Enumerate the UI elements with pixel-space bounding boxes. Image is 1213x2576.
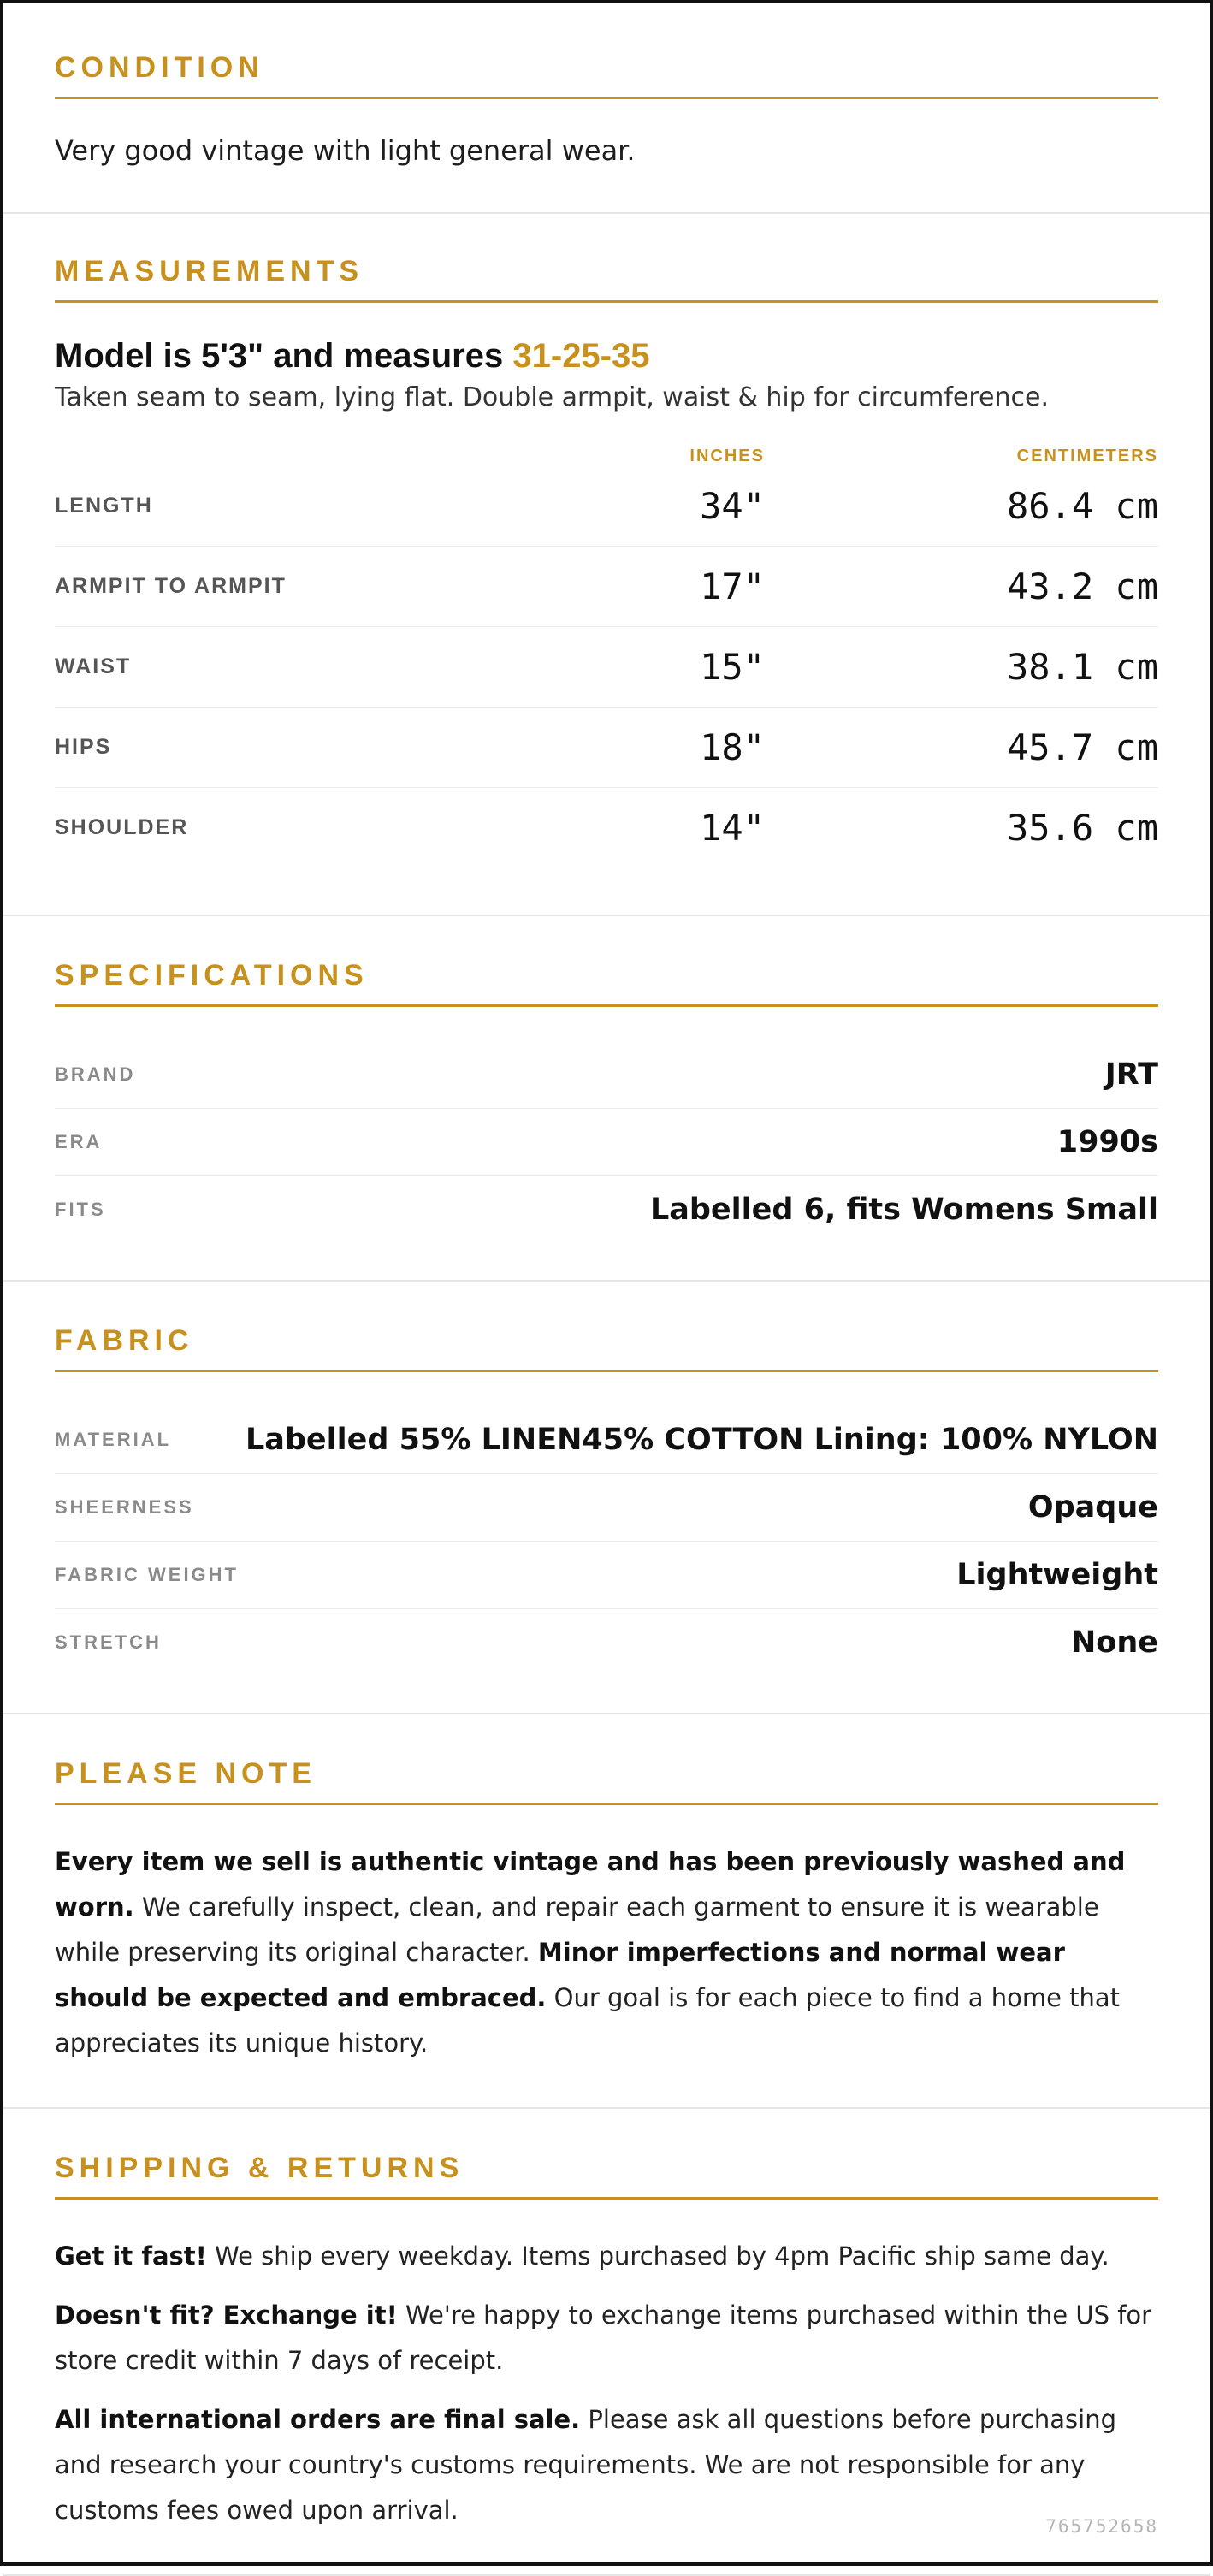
fabric-value: None (1071, 1626, 1158, 1661)
specifications-list (55, 1041, 1158, 1244)
measurement-inches: 17" (700, 565, 765, 607)
fabric-key: STRETCH (55, 1631, 162, 1654)
fabric-key: SHEERNESS (55, 1495, 194, 1518)
measurement-label: HIPS (55, 734, 112, 759)
spec-row (55, 1176, 1158, 1244)
shipping-text-3: Please ask all questions before purchasing and research your country's customs requirements. We are not responsible for any customs fees owed upon arrival. (55, 2404, 1117, 2525)
condition-section (3, 3, 1210, 214)
please-note-text (55, 1839, 1158, 2066)
measurement-label: WAIST (55, 654, 132, 678)
shipping-paragraph-2 (55, 2293, 1158, 2384)
measurement-inches: 14" (700, 807, 765, 850)
condition-title: CONDITION (55, 51, 1158, 99)
fabric-list (55, 1406, 1158, 1677)
measurement-row (55, 466, 1158, 547)
measurement-cm: 43.2 cm (1006, 565, 1158, 607)
shipping-bold-2: Doesn't fit? Exchange it! (55, 2300, 398, 2330)
shipping-section (3, 2109, 1210, 2576)
fabric-key: MATERIAL (55, 1428, 172, 1450)
shipping-bold-3: All international orders are final sale. (55, 2404, 581, 2434)
fabric-row (55, 1406, 1158, 1474)
model-measures: 31-25-35 (512, 336, 650, 375)
measurement-row (55, 788, 1158, 868)
spec-value: Labelled 6, fits Womens Small (649, 1193, 1158, 1228)
note-bold-1: Every item we sell is authentic vintage and has been previously washed and worn. (55, 1846, 1126, 1922)
specifications-title: SPECIFICATIONS (55, 959, 1158, 1007)
shipping-paragraph-3 (55, 2397, 1158, 2533)
model-prefix: Model is 5'3" and measures (55, 336, 504, 375)
measurement-cm: 86.4 cm (1006, 484, 1158, 527)
measurement-cm: 45.7 cm (1006, 725, 1158, 768)
condition-text: Very good vintage with light general wear. (55, 134, 636, 167)
measurement-row (55, 708, 1158, 788)
spec-row (55, 1041, 1158, 1109)
spec-row (55, 1109, 1158, 1176)
measurement-row (55, 627, 1158, 708)
measurements-header (55, 447, 1158, 466)
measurement-inches: 15" (700, 645, 765, 688)
shipping-bold-1: Get it fast! (55, 2241, 207, 2271)
fabric-value: Lightweight (956, 1557, 1158, 1592)
inches-column-header: INCHES (689, 446, 765, 465)
measurements-table (55, 466, 1158, 868)
spec-value: JRT (1104, 1057, 1158, 1092)
measurements-section (3, 214, 1210, 916)
measurement-cm: 38.1 cm (1006, 645, 1158, 688)
fabric-row (55, 1474, 1158, 1542)
note-text-2: Our goal is for each piece to find a home that appreciates its unique history. (55, 1982, 1121, 2058)
please-note-section (3, 1714, 1210, 2109)
fabric-value: Labelled 55% LINEN45% COTTON Lining: 100% NYLON (245, 1422, 1158, 1457)
spec-value: 1990s (1056, 1124, 1158, 1159)
measurement-label: LENGTH (55, 493, 153, 518)
fabric-section (3, 1282, 1210, 1714)
model-line (55, 337, 1158, 376)
measurement-cm: 35.6 cm (1006, 807, 1158, 850)
spec-key: ERA (55, 1130, 103, 1152)
measurements-title: MEASUREMENTS (55, 255, 1158, 303)
shipping-paragraph-1 (55, 2234, 1158, 2279)
note-bold-2: Minor imperfections and normal wear should be expected and embraced. (55, 1937, 1065, 2012)
product-id: 765752658 (1045, 2516, 1158, 2537)
fabric-row (55, 1609, 1158, 1677)
please-note-title: PLEASE NOTE (55, 1757, 1158, 1805)
measurements-subtitle: Taken seam to seam, lying flat. Double armpit, waist & hip for circumference. (55, 382, 1050, 412)
fabric-value: Opaque (1027, 1489, 1158, 1525)
measurement-inches: 34" (700, 484, 765, 527)
shipping-text-1: We ship every weekday. Items purchased by 4pm Pacific ship same day. (206, 2241, 1109, 2271)
measurement-inches: 18" (700, 725, 765, 768)
spec-key: FITS (55, 1199, 106, 1221)
measurement-label: ARMPIT TO ARMPIT (55, 573, 287, 598)
spec-key: BRAND (55, 1063, 136, 1085)
fabric-row (55, 1542, 1158, 1609)
shipping-title: SHIPPING & RETURNS (55, 2152, 1158, 2200)
measurement-label: SHOULDER (55, 815, 189, 840)
shipping-text-2: We're happy to exchange items purchased within the US for store credit within 7 days of receipt. (55, 2300, 1152, 2375)
fabric-key: FABRIC WEIGHT (55, 1563, 239, 1585)
note-text-1: We carefully inspect, clean, and repair each garment to ensure it is wearable while preserving its original character. (55, 1892, 1099, 1967)
specifications-section (3, 916, 1210, 1282)
centimeters-column-header: CENTIMETERS (1016, 446, 1158, 465)
fabric-title: FABRIC (55, 1324, 1158, 1372)
measurement-row (55, 547, 1158, 627)
